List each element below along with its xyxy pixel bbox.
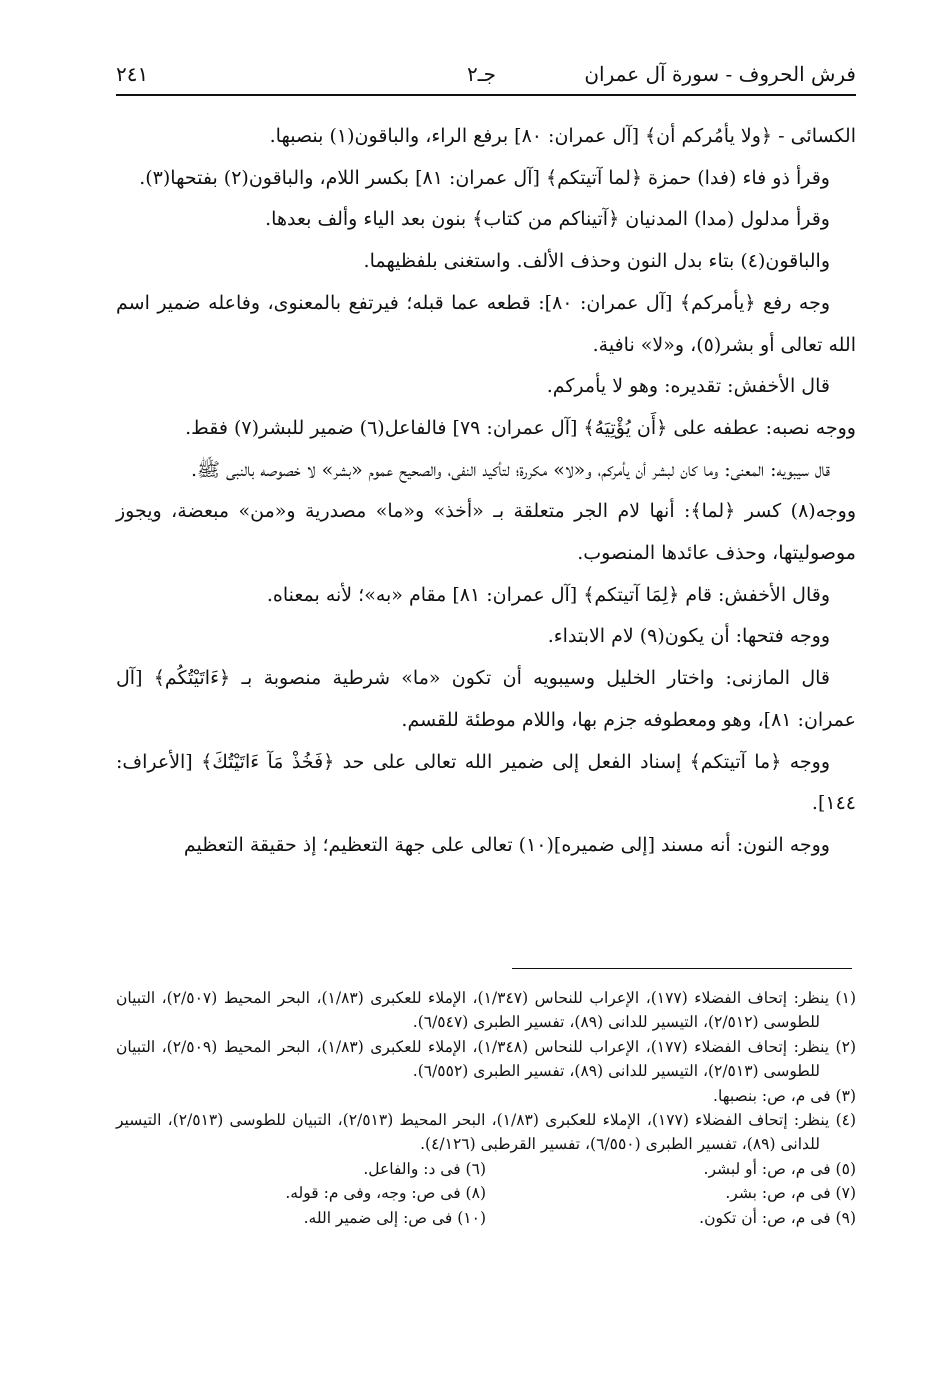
main-text [116, 116, 856, 867]
footnote: (٣) فى م، ص: بنصبها. [713, 1086, 856, 1105]
paragraph: ووجه النون: أنه مسند [إلى ضميره](١٠) تعالى على جهة التعظيم؛ إذ حقيقة التعظيم [183, 833, 830, 856]
footnote: (٤) ينظر: إتحاف الفضلاء (١٧٧)، الإملاء للعكبرى (١/٨٣)، البحر المحيط (٢/٥١٣)، التبيان للطوسى (٢/٥١٣)، التيسير للدانى (٨٩)، تفسير الطبرى (٦/٥٥٠)، تفسير القرطبى (٤/١٢٦). [116, 1111, 857, 1154]
paragraph: وجه رفع ﴿يأمركم﴾ [آل عمران: ٨٠]: قطعه عما قبله؛ فيرتفع بالمعنوى، وفاعله ضمير اسم الله تعالى أو بشر(٥)، و«لا» نافية. [116, 291, 856, 356]
paragraph: ووجه(٨) كسر ﴿لما﴾: أنها لام الجر متعلقة بـ «أخذ» و«ما» مصدرية و«من» مبعضة، ويجوز موصوليتها، وحذف عائدها المنصوب. [116, 500, 856, 565]
short-footnotes [116, 1157, 856, 1230]
footnote: (١٠) فى ص: إلى ضمير الله. [303, 1208, 486, 1227]
paragraph: قال سيبويه: المعنى: وما كان لبشر أن يأمركم، و«لا» مكررة؛ لتأكيد النفى، والصحيح عموم «بشر» لا خصوصه بالنبى ﷺ. [190, 458, 830, 481]
footnote: (٦) فى د: والفاعل. [363, 1159, 486, 1178]
paragraph: ووجه ﴿ما آتيتكم﴾ إسناد الفعل إلى ضمير الله تعالى على حد ﴿فَخُذْ مَآ ءَاتَيْتُكَ﴾ [الأعراف: ١٤٤]. [116, 750, 856, 815]
paragraph: الكسائى - ﴿ولا يأمُركم أن﴾ [آل عمران: ٨٠] برفع الراء، والباقون(١) بنصبها. [269, 125, 856, 147]
footnote: (٥) فى م، ص: أو لبشر. [703, 1159, 856, 1178]
footnote: (٢) ينظر: إتحاف الفضلاء (١٧٧)، الإعراب للنحاس (١/٣٤٨)، الإملاء للعكبرى (١/٨٣)، البحر المحيط (٢/٥٠٩)، التبيان للطوسى (٢/٥١٣)، التيسير للدانى (٨٩)، تفسير الطبرى (٦/٥٥٢). [116, 1037, 856, 1081]
paragraph: والباقون(٤) بتاء بدل النون وحذف الألف. واستغنى بلفظيهما. [363, 250, 830, 273]
footnote: (١) ينظر: إتحاف الفضلاء (١٧٧)، الإعراب للنحاس (١/٣٤٧)، الإملاء للعكبرى (١/٨٣)، البحر المحيط (٢/٥٠٧)، التبيان للطوسى (٢/٥١٢)، التيسير للدانى (٨٩)، تفسير الطبرى (٦/٥٤٧). [116, 989, 856, 1032]
running-title: فرش الحروف - سورة آل عمران [584, 62, 856, 86]
footnote: (٨) فى ص: وجه، وفى م: قوله. [285, 1184, 486, 1203]
page-number: ٢٤١ [116, 62, 149, 86]
footnote: (٩) فى م، ص: أن تكون. [699, 1208, 856, 1227]
running-header [116, 58, 856, 96]
footnote-separator [512, 968, 852, 969]
footnotes [116, 986, 856, 1230]
paragraph: قال الأخفش: تقديره: وهو لا يأمركم. [546, 375, 830, 398]
volume-label: جـ٢ [467, 62, 496, 86]
footnote: (٧) فى م، ص: بشر. [725, 1184, 856, 1203]
paragraph: وقال الأخفش: قام ﴿لِمَا آتيتكم﴾ [آل عمران: ٨١] مقام «به»؛ لأنه بمعناه. [266, 583, 830, 606]
footnote-list [116, 986, 856, 1157]
paragraph: وقرأ ذو فاء (فدا) حمزة ﴿لما آتيتكم﴾ [آل عمران: ٨١] بكسر اللام، والباقون(٢) بفتحها(٣). [139, 166, 830, 189]
paragraph: وقرأ مدلول (مدا) المدنيان ﴿آتيناكم من كتاب﴾ بنون بعد الياء وألف بعدها. [265, 208, 830, 231]
paragraph: ووجه فتحها: أن يكون(٩) لام الابتداء. [547, 625, 830, 648]
paragraph: قال المازنى: واختار الخليل وسيبويه أن تكون «ما» شرطية منصوبة بـ ﴿ءَاتَيْتُكُم﴾ [آل عمران: ٨١]، وهو ومعطوفه جزم بها، واللام موطئة للقسم. [116, 667, 856, 731]
paragraph: ووجه نصبه: عطفه على ﴿أَن يُؤْتِيَهُ﴾ [آل عمران: ٧٩] فالفاعل(٦) ضمير للبشر(٧) فقط. [185, 416, 856, 439]
